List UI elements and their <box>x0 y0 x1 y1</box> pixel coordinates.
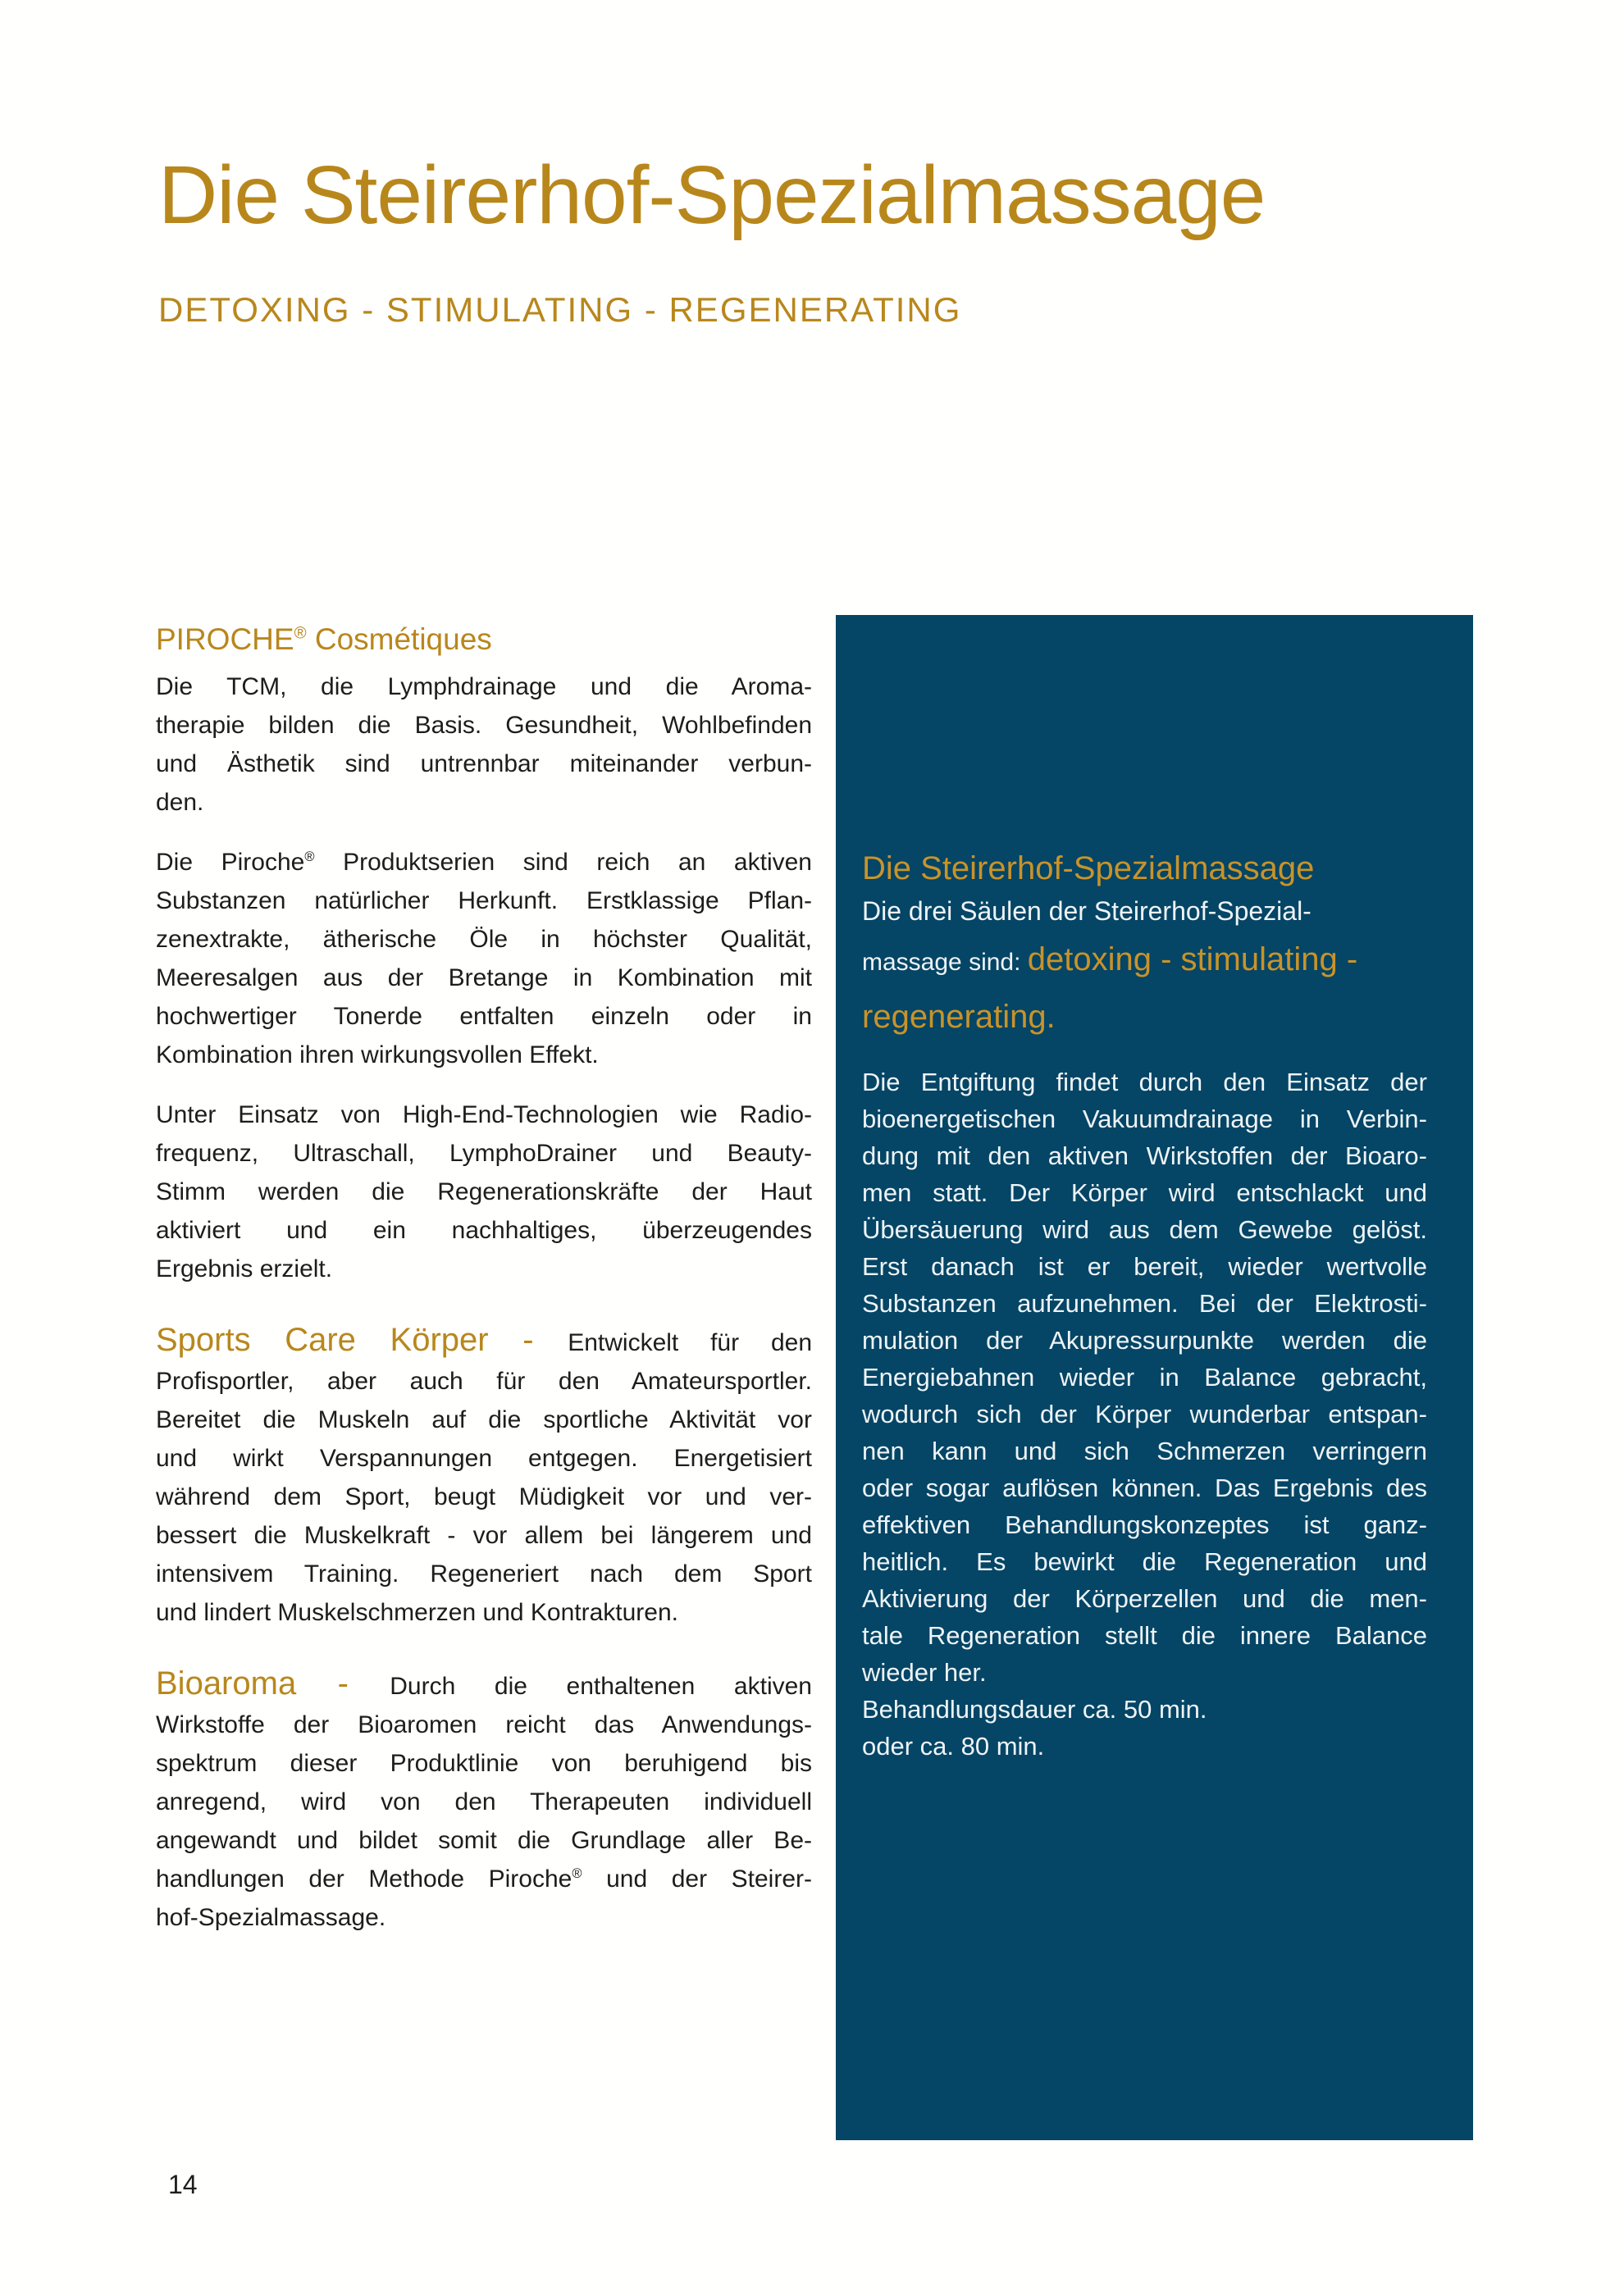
text-line: oder sogar auflösen können. Das Ergebnis des <box>862 1474 1427 1502</box>
text-line: und wirkt Verspannungen entgegen. Energetisiert <box>156 1445 812 1472</box>
text-line: bioenergetischen Vakuumdrainage in Verbin- <box>862 1105 1427 1133</box>
text-line: heitlich. Es bewirkt die Regeneration und <box>862 1547 1427 1576</box>
page-number: 14 <box>168 2170 198 2199</box>
text-line: Die TCM, die Lymphdrainage und die Aroma- <box>156 673 812 700</box>
text-line: Meeresalgen aus der Bretange in Kombination mit <box>156 964 812 991</box>
text-line: men statt. Der Körper wird entschlackt und <box>862 1178 1427 1207</box>
text-line: effektiven Behandlungskonzeptes ist ganz- <box>862 1510 1427 1539</box>
duration-line-1: Behandlungsdauer ca. 50 min. <box>862 1695 1207 1724</box>
text-line: Profisportler, aber auch für den Amateursportler. <box>156 1368 812 1395</box>
info-box-heading: Die Steirerhof-Spezialmassage <box>862 850 1315 886</box>
text-line: während dem Sport, beugt Müdigkeit vor und ver- <box>156 1483 812 1510</box>
text-line: Stimm werden die Regenerationskräfte der Haut <box>156 1178 812 1205</box>
text-line: hof-Spezialmassage. <box>156 1904 386 1931</box>
text-line: Substanzen natürlicher Herkunft. Erstklassige Pflan- <box>156 887 812 914</box>
duration-line-2: oder ca. 80 min. <box>862 1732 1045 1761</box>
info-box-intro-line: regenerating. <box>862 999 1056 1035</box>
text-line: bessert die Muskelkraft - vor allem bei längerem und <box>156 1522 812 1549</box>
text-line: Bereitet die Muskeln auf die sportliche Aktivität vor <box>156 1406 812 1433</box>
text-line: Kombination ihren wirkungsvollen Effekt. <box>156 1041 599 1068</box>
text-line: mulation der Akupressurpunkte werden die <box>862 1326 1427 1355</box>
text-line: Substanzen aufzunehmen. Bei der Elektrosti- <box>862 1289 1427 1318</box>
info-box-body <box>862 1064 1427 1691</box>
text-line: und lindert Muskelschmerzen und Kontrakturen. <box>156 1599 679 1626</box>
text-line: nen kann und sich Schmerzen verringern <box>862 1437 1427 1465</box>
text-line: Ergebnis erzielt. <box>156 1255 333 1282</box>
page-title: Die Steirerhof-Spezialmassage <box>158 149 1266 241</box>
section-lead: Bioaroma - <box>156 1665 390 1702</box>
text-line: und Ästhetik sind untrennbar miteinander verbun- <box>156 750 812 777</box>
info-box <box>836 615 1473 2140</box>
info-box-intro-line <box>862 932 1427 990</box>
text-line: frequenz, Ultraschall, LymphoDrainer und Beauty- <box>156 1140 812 1167</box>
text-line: den. <box>156 789 204 816</box>
left-column-paragraphs <box>156 667 812 1937</box>
text-line: hochwertiger Tonerde entfalten einzeln oder in <box>156 1003 812 1030</box>
intro-gold-text: detoxing - stimulating - <box>1027 941 1358 977</box>
page-subtitle: DETOXING - STIMULATING - REGENERATING <box>158 290 962 329</box>
paragraph <box>156 667 812 822</box>
page-header <box>158 149 1471 330</box>
paragraph <box>156 1321 812 1632</box>
text-line: Aktivierung der Körperzellen und die men- <box>862 1584 1427 1613</box>
text-line: therapie bilden die Basis. Gesundheit, Wohlbefinden <box>156 712 812 739</box>
text-line: Übersäuerung wird aus dem Gewebe gelöst. <box>862 1215 1427 1244</box>
text-line: intensivem Training. Regeneriert nach dem Sport <box>156 1560 812 1588</box>
text-line: spektrum dieser Produktlinie von beruhigend bis <box>156 1750 812 1777</box>
paragraph <box>156 1665 812 1937</box>
text-line: aktiviert und ein nachhaltiges, überzeugendes <box>156 1217 812 1244</box>
text-line: dung mit den aktiven Wirkstoffen der Bioaro- <box>862 1141 1427 1170</box>
text-line: wieder her. <box>862 1658 987 1687</box>
section-lead: Sports Care Körper - <box>156 1322 568 1358</box>
text-line: Sports Care Körper - Entwickelt für den <box>156 1322 813 1358</box>
text-line: tale Regeneration stellt die innere Balance <box>862 1621 1427 1650</box>
text-line: Die Piroche® Produktserien sind reich an aktiven <box>156 849 812 876</box>
text-line: zenextrakte, ätherische Öle in höchster Qualität, <box>156 926 812 953</box>
left-column <box>156 622 812 1958</box>
text-line: anregend, wird von den Therapeuten individuell <box>156 1788 812 1815</box>
text-line: Unter Einsatz von High-End-Technologien wie Radio- <box>156 1101 812 1128</box>
text-line: Bioaroma - Durch die enthaltenen aktiven <box>156 1665 812 1702</box>
paragraph <box>156 1096 812 1288</box>
intro-white-text: massage sind: <box>862 949 1028 976</box>
section-heading-piroche: PIROCHE® Cosmétiques <box>156 622 492 656</box>
text-line: Energiebahnen wieder in Balance gebracht, <box>862 1363 1427 1392</box>
text-line: handlungen der Methode Piroche® und der Steirer- <box>156 1866 812 1893</box>
text-line: Erst danach ist er bereit, wieder wertvolle <box>862 1252 1427 1281</box>
paragraph <box>156 843 812 1074</box>
text-line: Wirkstoffe der Bioaromen reicht das Anwendungs- <box>156 1711 812 1738</box>
text-line: Die Entgiftung findet durch den Einsatz der <box>862 1068 1427 1096</box>
info-box-intro-line: Die drei Säulen der Steirerhof-Spezial- <box>862 896 1312 926</box>
text-line: angewandt und bildet somit die Grundlage aller Be- <box>156 1827 812 1854</box>
text-line: wodurch sich der Körper wunderbar entspan- <box>862 1400 1427 1428</box>
